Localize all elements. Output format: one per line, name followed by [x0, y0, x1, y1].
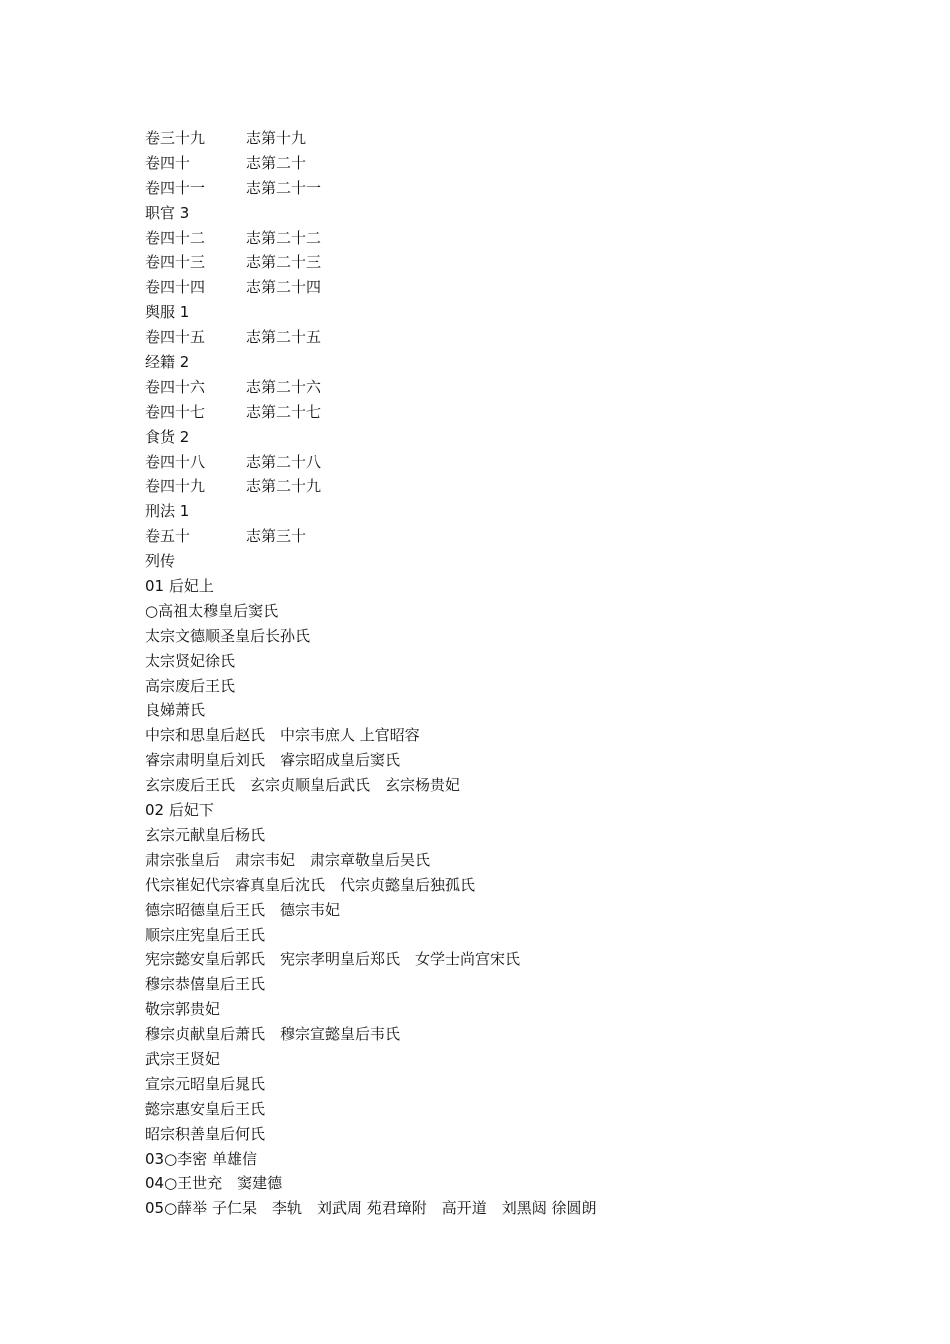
text-line: 职官 3 — [145, 203, 190, 222]
text-line: 中宗和思皇后赵氏 中宗韦庶人 上官昭容 — [145, 726, 420, 745]
text-line: 顺宗庄宪皇后王氏 — [145, 925, 266, 944]
text-line: 05○薛举 子仁杲 李轨 刘武周 苑君璋附 高开道 刘黑闼 徐圆朗 — [145, 1199, 597, 1218]
text-line: 04○王世充 窦建德 — [145, 1174, 283, 1193]
text-line: 宪宗懿安皇后郭氏 宪宗孝明皇后郑氏 女学士尚宫宋氏 — [145, 950, 521, 969]
text-line: 良娣萧氏 — [145, 701, 206, 720]
treatise-number: 志第二十一 — [246, 178, 322, 197]
text-line: 太宗文德顺圣皇后长孙氏 — [145, 626, 311, 645]
text-line: 列传 — [145, 552, 176, 571]
text-line: 刑法 1 — [145, 502, 190, 521]
text-line: 睿宗肃明皇后刘氏 睿宗昭成皇后窦氏 — [145, 751, 401, 770]
treatise-number: 志第二十 — [246, 153, 307, 172]
volume-number: 卷三十九 — [145, 129, 206, 147]
volume-line — [145, 400, 865, 425]
volume-line — [145, 250, 865, 275]
treatise-number: 志第二十三 — [246, 253, 322, 272]
text-line: 代宗崔妃代宗睿真皇后沈氏 代宗贞懿皇后独孤氏 — [145, 875, 476, 894]
volume-number: 卷四十八 — [145, 452, 206, 471]
treatise-number: 志第二十七 — [246, 402, 322, 421]
text-line: 德宗昭德皇后王氏 德宗韦妃 — [145, 900, 341, 919]
volume-number: 卷五十 — [145, 527, 191, 546]
text-line: 穆宗贞献皇后萧氏 穆宗宣懿皇后韦氏 — [145, 1025, 401, 1044]
volume-line — [145, 474, 865, 499]
volume-number: 卷四十一 — [145, 178, 206, 197]
text-line: 肃宗张皇后 肃宗韦妃 肃宗章敬皇后吴氏 — [145, 850, 431, 869]
treatise-number: 志第十九 — [246, 129, 307, 147]
volume-number: 卷四十三 — [145, 253, 206, 272]
treatise-number: 志第二十六 — [246, 377, 322, 396]
text-line: 02 后妃下 — [145, 801, 214, 820]
text-line: 高宗废后王氏 — [145, 676, 236, 695]
text-line: 01 后妃上 — [145, 577, 214, 596]
text-line: 太宗贤妃徐氏 — [145, 651, 236, 670]
text-line: 宣宗元昭皇后晁氏 — [145, 1074, 266, 1093]
treatise-number: 志第二十四 — [246, 278, 322, 297]
volume-line — [145, 450, 865, 475]
volume-line — [145, 524, 865, 549]
text-line: 昭宗积善皇后何氏 — [145, 1124, 266, 1143]
volume-number: 卷四十二 — [145, 228, 206, 247]
volume-line — [145, 226, 865, 251]
treatise-number: 志第二十九 — [246, 477, 322, 496]
volume-number: 卷四十七 — [145, 402, 206, 421]
document-body — [145, 126, 865, 1221]
text-line: 穆宗恭僖皇后王氏 — [145, 975, 266, 994]
text-line: ○高祖太穆皇后窦氏 — [145, 601, 279, 620]
text-line: 玄宗废后王氏 玄宗贞顺皇后武氏 玄宗杨贵妃 — [145, 776, 461, 795]
volume-number: 卷四十四 — [145, 278, 206, 297]
text-line: 食货 2 — [145, 427, 190, 446]
volume-line — [145, 375, 865, 400]
volume-line — [145, 275, 865, 300]
text-line: 玄宗元献皇后杨氏 — [145, 825, 266, 844]
text-line: 懿宗惠安皇后王氏 — [145, 1099, 266, 1118]
treatise-number: 志第二十二 — [246, 228, 322, 247]
text-line: 敬宗郭贵妃 — [145, 1000, 221, 1019]
volume-line — [145, 176, 865, 201]
treatise-number: 志第二十五 — [246, 328, 322, 347]
volume-number: 卷四十 — [145, 153, 191, 172]
treatise-number: 志第二十八 — [246, 452, 322, 471]
text-line: 03○李密 单雄信 — [145, 1149, 257, 1168]
volume-line — [145, 151, 865, 176]
volume-line — [145, 126, 865, 151]
text-line: 武宗王贤妃 — [145, 1049, 221, 1068]
text-line: 舆服 1 — [145, 303, 190, 322]
volume-number: 卷四十九 — [145, 477, 206, 496]
volume-number: 卷四十五 — [145, 328, 206, 347]
volume-line — [145, 325, 865, 350]
treatise-number: 志第三十 — [246, 527, 307, 546]
volume-number: 卷四十六 — [145, 377, 206, 396]
text-line: 经籍 2 — [145, 353, 190, 372]
